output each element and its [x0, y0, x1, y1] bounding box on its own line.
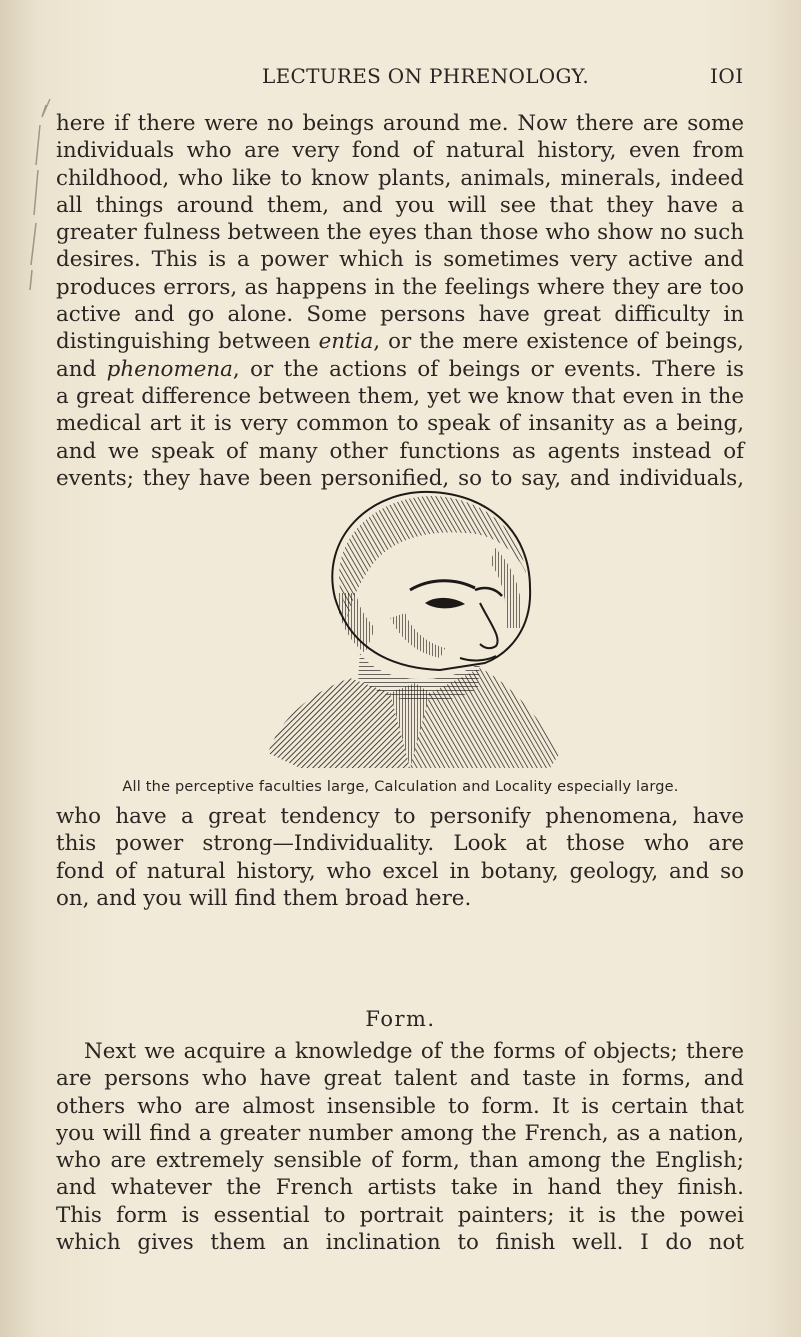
- text-line: greater fulness between the eyes than those who show no such: [56, 220, 744, 246]
- text-line: on, and you will find them broad here.: [56, 885, 472, 911]
- figure-caption: All the perceptive faculties large, Calculation and Locality especially large.: [122, 779, 679, 795]
- margin-pencil-mark: [28, 95, 58, 295]
- text-line: who are extremely sensible of form, than among the English;: [56, 1148, 744, 1174]
- text-line: and we speak of many other functions as agents instead of: [56, 438, 744, 464]
- text-line: Next we acquire a knowledge of the forms of objects; there: [84, 1039, 744, 1064]
- text-line-italic-entia: [56, 328, 744, 355]
- page-number: IOI: [710, 64, 744, 88]
- text-line: This form is essential to portrait painters; it is the powei: [56, 1202, 744, 1228]
- phrenology-portrait-illustration: [240, 478, 580, 768]
- text-line: desires. This is a power which is sometimes very active and: [56, 247, 744, 273]
- text-line: this power strong—Individuality. Look at those who are: [56, 831, 744, 857]
- text-line: individuals who are very fond of natural history, even from: [56, 138, 744, 164]
- text-line: fond of natural history, who excel in botany, geology, and so: [56, 858, 744, 884]
- text-line: which gives them an inclination to finish well. I do not: [56, 1230, 744, 1256]
- text-line: a great difference between them, yet we know that even in the: [56, 383, 744, 409]
- text-line: produces errors, as happens in the feelings where they are too: [56, 274, 744, 300]
- text-line: medical art it is very common to speak of insanity as a being,: [56, 411, 744, 437]
- text-line: events; they have been personified, so to say, and individuals,: [56, 465, 744, 491]
- section-heading: Form.: [365, 1007, 436, 1031]
- text-line-italic-phenomena: [56, 356, 744, 383]
- text-line: and whatever the French artists take in hand they finish.: [56, 1175, 744, 1201]
- text-line: are persons who have great talent and taste in forms, and: [56, 1066, 744, 1092]
- text-line: who have a great tendency to personify phenomena, have: [56, 804, 744, 829]
- text-line: active and go alone. Some persons have great difficulty in: [56, 302, 744, 328]
- paragraph-1: [56, 110, 744, 492]
- text-line: here if there were no beings around me. Now there are some: [56, 111, 744, 136]
- text-line: all things around them, and you will see that they have a: [56, 192, 744, 218]
- text-line: distinguishing between entia, or the mere existence of beings,: [56, 329, 744, 355]
- text-line: others who are almost insensible to form. It is certain that: [56, 1093, 744, 1119]
- text-line: childhood, who like to know plants, animals, minerals, indeed: [56, 165, 744, 191]
- running-head: LECTURES ON PHRENOLOGY.: [262, 64, 589, 88]
- text-line: you will find a greater number among the French, as a nation,: [56, 1120, 744, 1146]
- text-line: and phenomena, or the actions of beings or events. There is: [56, 356, 744, 382]
- paragraph-3: [56, 1038, 744, 1256]
- paragraph-2: [56, 803, 744, 912]
- page-header: [0, 64, 801, 94]
